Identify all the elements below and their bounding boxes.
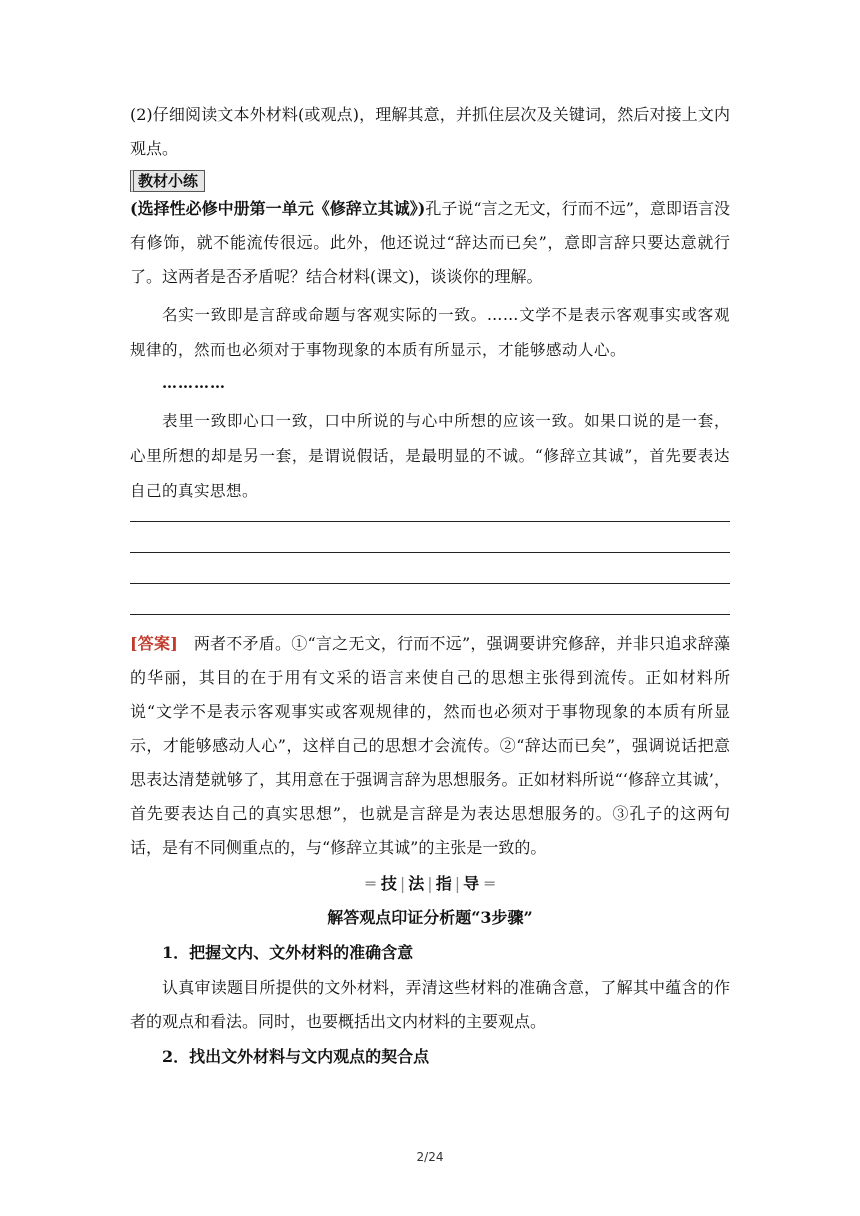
intro-paragraph: (2)仔细阅读文本外材料(或观点)，理解其意，并抓住层次及关键词，然后对接上文内观点。 bbox=[130, 105, 730, 158]
method-section-title: ═ 技 | 法 | 指 | 导 ═ bbox=[365, 874, 495, 893]
exercise-question bbox=[130, 192, 730, 294]
exercise-question-text: 孔子说“言之无文，行而不远”，意即语言没有修饰，就不能流传很远。此外，他还说过“辞达而已矣”，意即言辞只要达意就行了。这两者是否矛盾呢？结合材料(课文)，谈谈你的理解。 bbox=[130, 199, 730, 286]
method-char: 导 bbox=[463, 874, 480, 893]
left-ornament-icon: ═ bbox=[365, 874, 376, 893]
answer-line bbox=[130, 521, 730, 522]
material-quote-1: 名实一致即是言辞或命题与客观实际的一致。……文学不是表示客观事实或客观规律的，然而也必须对于事物现象的本质有所显示，才能够感动人心。 bbox=[130, 306, 730, 359]
method-char: 法 bbox=[408, 874, 425, 893]
answer-text: 两者不矛盾。①“言之无文，行而不远”，强调要讲究修辞，并非只追求辞藻的华丽，其目的在于用有文采的语言来使自己的思想主张得到流传。正如材料所说“文学不是表示客观事实或客观规律的，然而也必须对于事物现象的本质有所显示，才能够感动人心”，这样自己的思想才会流传。②“辞达而已矣”，强调说话把意思表达清楚就够了，其用意在于强调言辞为思想服务。正如材料所说“‘修辞立其诚’，首先要表达自己的真实思想”，也就是言辞是为表达思想服务的。③孔子的这两句话，是有不同侧重点的，与“修辞立其诚”的主张是一致的。 bbox=[130, 634, 730, 857]
step-1-text: 认真审读题目所提供的文外材料，弄清这些材料的准确含意，了解其中蕴含的作者的观点和看法。同时，也要概括出文内材料的主要观点。 bbox=[130, 978, 730, 1031]
step-2-title: 2．找出文外材料与文内观点的契合点 bbox=[162, 1047, 430, 1066]
method-char: 技 bbox=[380, 874, 397, 893]
answer-paragraph bbox=[130, 627, 730, 865]
answer-line bbox=[130, 583, 730, 584]
page-number: 2/24 bbox=[416, 1150, 444, 1164]
answer-label: [答案] bbox=[130, 634, 178, 653]
document-body bbox=[130, 98, 730, 1075]
method-char: 指 bbox=[435, 874, 452, 893]
method-subtitle: 解答观点印证分析题“3步骤” bbox=[327, 908, 533, 927]
exercise-source: (选择性必修中册第一单元《修辞立其诚》) bbox=[130, 199, 426, 218]
material-ellipsis: ………… bbox=[162, 374, 226, 392]
answer-line bbox=[130, 614, 730, 615]
exercise-tag: 教材小练 bbox=[130, 170, 205, 192]
right-ornament-icon: ═ bbox=[484, 874, 495, 893]
answer-lines bbox=[130, 521, 730, 615]
material-quote-2: 表里一致即心口一致，口中所说的与心中所想的应该一致。如果口说的是一套，心里所想的却是另一套，是谓说假话，是最明显的不诚。“修辞立其诚”，首先要表达自己的真实思想。 bbox=[130, 412, 730, 500]
step-1-title: 1．把握文内、文外材料的准确含意 bbox=[162, 943, 414, 962]
answer-line bbox=[130, 552, 730, 553]
